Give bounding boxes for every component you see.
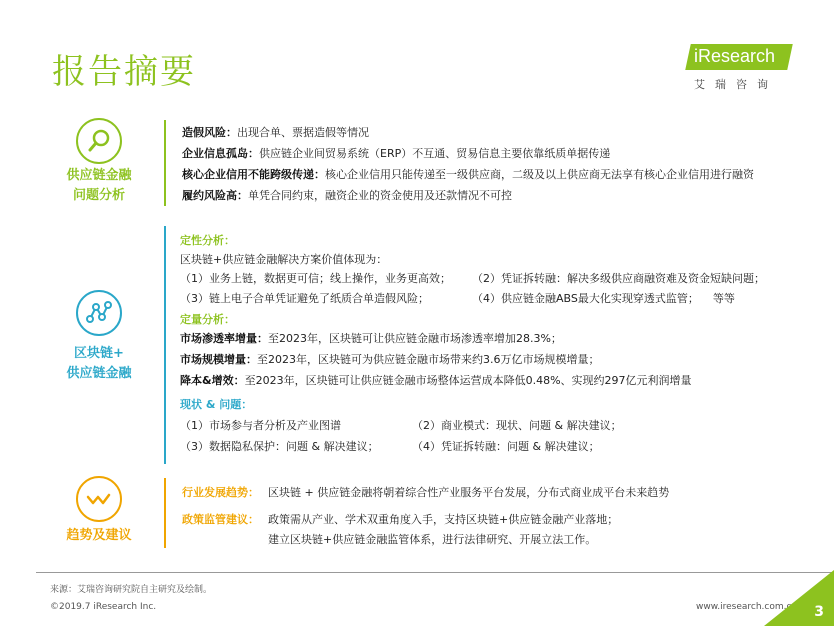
section3-label: 趋势及建议	[66, 528, 132, 543]
blockchain-nodes-icon	[76, 290, 122, 336]
quantitative-item: 市场规模增量：至2023年，区块链可为供应链金融市场带来约3.6万亿市场规模增量；	[180, 353, 600, 366]
logo-text: iResearch	[694, 46, 776, 66]
policy-heading: 政策监管建议：	[182, 513, 259, 526]
page-title: 报告摘要	[52, 52, 196, 92]
qualitative-heading: 定性分析：	[180, 234, 235, 247]
qualitative-item: （1）业务上链，数据更可信；线上操作，业务更高效；	[180, 272, 451, 285]
policy-text: 政策需从产业、学术双重角度入手，支持区块链+供应链金融产业落地；	[268, 513, 619, 526]
quantitative-item: 市场渗透率增量：至2023年，区块链可让供应链金融市场渗透率增加28.3%；	[180, 332, 562, 345]
quantitative-item: 降本&增效：至2023年，区块链可让供应链金融市场整体运营成本降低0.48%、实现约297亿元利润增量	[180, 374, 692, 387]
qualitative-intro: 区块链+供应链金融解决方案价值体现为：	[180, 253, 388, 266]
section1-item: 履约风险高：单凭合同约束，融资企业的资金使用及还款情况不可控	[182, 189, 512, 202]
iresearch-logo	[688, 44, 794, 96]
qualitative-item: （4）供应链金融ABS最大化实现穿透式监管； 等等	[472, 292, 735, 305]
magnifier-icon	[76, 118, 122, 164]
section2-label-line2: 供应链金融	[66, 366, 132, 381]
page-number: 3	[814, 604, 824, 620]
section1-divider	[164, 120, 166, 206]
trend-heading: 行业发展趋势：	[182, 486, 259, 499]
section2-divider	[164, 226, 166, 464]
footer-divider	[36, 572, 834, 573]
section1-label-line1: 供应链金融	[66, 168, 132, 183]
section1-label	[56, 166, 142, 206]
section1-item: 核心企业信用不能跨级传递：核心企业信用只能传递至一级供应商，二级及以上供应商无法享有核心企业信用进行融资	[182, 168, 754, 181]
section1-item: 企业信息孤岛：供应链企业间贸易系统（ERP）不互通、贸易信息主要依靠纸质单据传递	[182, 147, 611, 160]
section1-item: 造假风险：出现合单、票据造假等情况	[182, 126, 369, 139]
section2-label	[56, 344, 142, 384]
status-item: （4）凭证拆转融：问题 & 解决建议；	[412, 440, 600, 453]
policy-text: 建立区块链+供应链金融监管体系，进行法律研究、开展立法工作。	[268, 533, 597, 546]
status-item: （1）市场参与者分析及产业图谱	[180, 419, 341, 432]
logo-subtitle: 艾瑞咨询	[694, 78, 778, 91]
status-item: （2）商业模式：现状、问题 & 解决建议；	[412, 419, 622, 432]
quantitative-heading: 定量分析：	[180, 313, 235, 326]
trend-wave-icon	[76, 476, 122, 522]
status-item: （3）数据隐私保护：问题 & 解决建议；	[180, 440, 379, 453]
status-heading: 现状 & 问题：	[180, 398, 253, 411]
qualitative-item: （3）链上电子合单凭证避免了纸质合单造假风险；	[180, 292, 429, 305]
trend-text: 区块链 + 供应链金融将朝着综合性产业服务平台发展，分布式商业成平台未来趋势	[268, 486, 670, 499]
source-note: 来源：艾瑞咨询研究院自主研究及绘制。	[50, 585, 213, 595]
website-link[interactable]: www.iresearch.com.cn	[696, 602, 798, 612]
copyright: ©2019.7 iResearch Inc.	[50, 602, 157, 612]
section3-divider	[164, 478, 166, 548]
section1-label-line2: 问题分析	[72, 188, 125, 203]
qualitative-item: （2）凭证拆转融：解决多级供应商融资难及资金短缺问题；	[472, 272, 765, 285]
section2-label-line1: 区块链+	[74, 346, 124, 361]
